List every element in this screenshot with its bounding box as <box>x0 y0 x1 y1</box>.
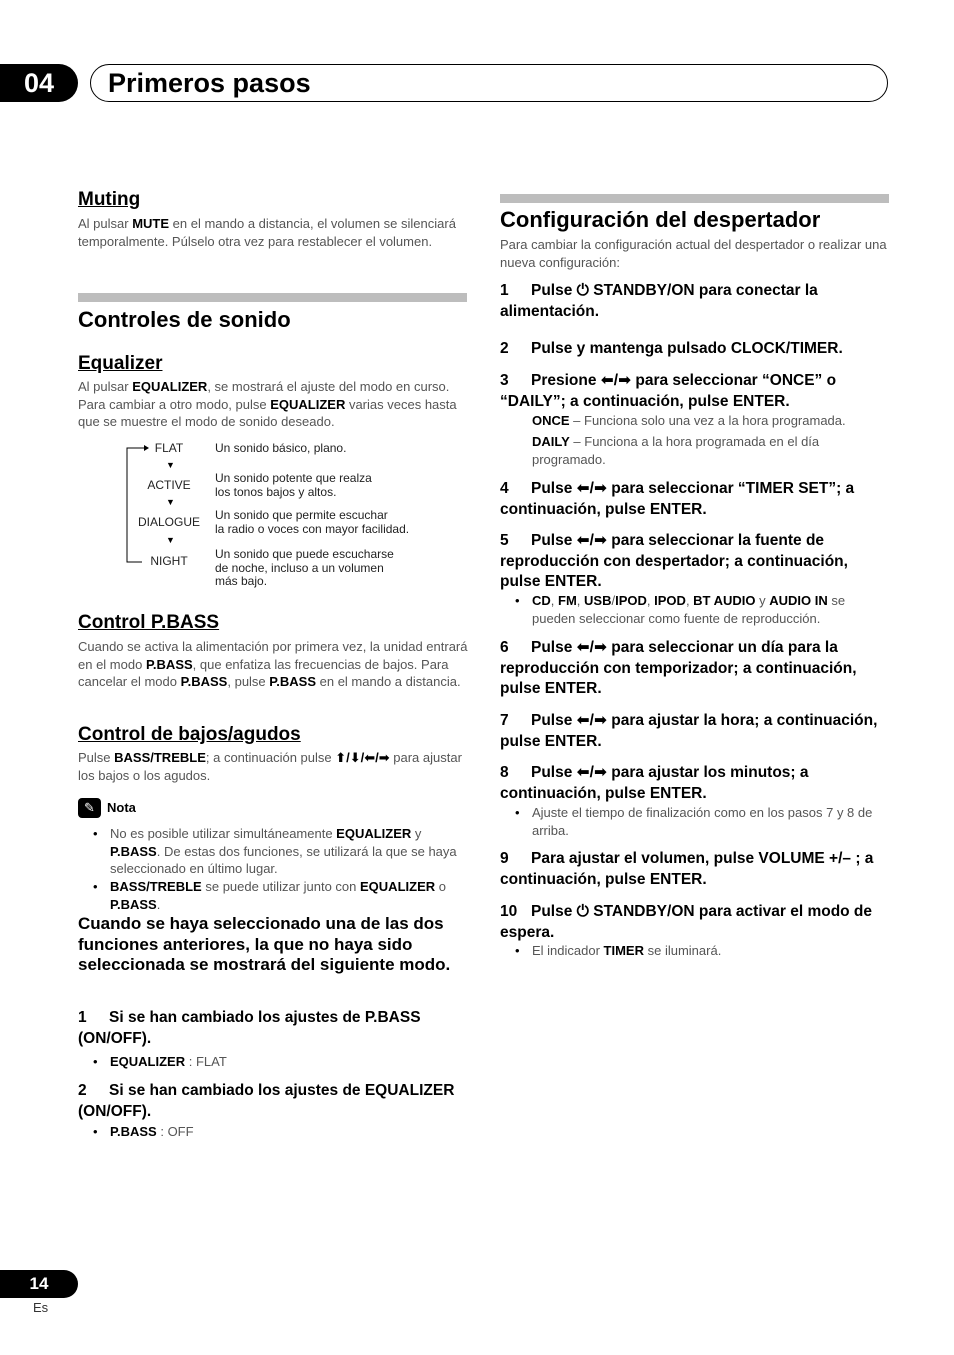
right-step-2: 2 Pulse y mantenga pulsado CLOCK/TIMER. <box>500 340 843 357</box>
arrow-keys-icon: ⬆/⬇/⬅/➡ <box>335 750 390 765</box>
right-step-10-bullet: • El indicador TIMER se iluminará. <box>532 942 888 960</box>
pbass-heading: Control P.BASS <box>78 612 220 633</box>
bass-treble-text: Pulse BASS/TREBLE; a continuación pulse ⬆/⬇/⬅/➡ para ajustar los bajos o los agudos. <box>78 750 462 783</box>
right-step-4: 4 Pulse ⬅/➡ para seleccionar “TIMER SET”; a continuación, pulse ENTER. <box>500 480 855 518</box>
note-bullet: • BASS/TREBLE se puede utilizar junto con EQUALIZER o P.BASS. <box>110 878 468 913</box>
right-step-5-bullet: • CD, FM, USB/IPOD, IPOD, BT AUDIO y AUDIO IN se pueden seleccionar como fuente de reproducción. <box>532 592 888 627</box>
eq-mode-desc: Un sonido que puede escucharse de noche, incluso a un volumen más bajo. <box>215 547 394 588</box>
eq-mode-desc: Un sonido potente que realza los tonos bajos y altos. <box>215 471 372 499</box>
right-step-6: 6 Pulse ⬅/➡ para seleccionar un día para la reproducción con temporizador; a continuación, pulse ENTER. <box>500 639 857 697</box>
power-icon: ⏻ <box>576 903 589 920</box>
section-bar <box>78 293 467 302</box>
left-right-arrows-icon: ⬅/➡ <box>576 480 607 497</box>
left-step-1: 1 Si se han cambiado los ajustes de P.BASS (ON/OFF). <box>78 1009 421 1047</box>
muting-heading: Muting <box>78 189 141 210</box>
page-language: Es <box>33 1300 49 1315</box>
eq-mode-desc: Un sonido que permite escuchar la radio o voces con mayor facilidad. <box>215 508 410 536</box>
chapter-number: 04 <box>0 64 78 102</box>
note-label: Nota <box>107 800 136 815</box>
alarm-intro: Para cambiar la configuración actual del despertador o realizar una nueva configuración: <box>500 237 887 270</box>
alarm-config-heading: Configuración del despertador <box>500 207 821 232</box>
equalizer-text: Al pulsar EQUALIZER, se mostrará el ajuste del modo en curso. Para cambiar a otro modo, pulse EQUALIZER varias veces hasta que se muestre el modo de sonido deseado. <box>78 379 457 429</box>
eq-mode-name: FLAT <box>154 441 184 455</box>
equalizer-heading: Equalizer <box>78 353 163 374</box>
right-step-10: 10 Pulse ⏻ STANDBY/ON para activar el modo de espera. <box>500 903 873 941</box>
muting-text: Al pulsar MUTE en el mando a distancia, el volumen se silenciará temporalmente. Púlselo otra vez para restablecer el volumen. <box>78 216 456 249</box>
right-step-8-bullet: • Ajuste el tiempo de finalización como en los pasos 7 y 8 de arriba. <box>532 804 888 839</box>
left-step-2: 2 Si se han cambiado los ajustes de EQUALIZER (ON/OFF). <box>78 1082 455 1120</box>
once-desc: ONCE – Funciona solo una vez a la hora programada. <box>532 413 846 428</box>
arrow-down-icon: ▼ <box>166 497 175 507</box>
eq-mode-name: DIALOGUE <box>137 515 200 529</box>
arrow-down-icon: ▼ <box>166 460 175 470</box>
sound-controls-heading: Controles de sonido <box>78 307 291 332</box>
eq-mode-desc: Un sonido básico, plano. <box>215 441 347 455</box>
arrow-down-icon: ▼ <box>166 535 175 545</box>
section-bar <box>500 194 889 203</box>
right-step-9: 9 Para ajustar el volumen, pulse VOLUME +/– ; a continuación, pulse ENTER. <box>500 850 874 888</box>
daily-desc: DAILY – Funciona a la hora programada en el día programado. <box>532 434 820 467</box>
left-right-arrows-icon: ⬅/➡ <box>576 639 607 656</box>
chapter-title: Primeros pasos <box>108 68 311 98</box>
left-step-1-bullet: • EQUALIZER : FLAT <box>110 1053 227 1071</box>
pbass-text: Cuando se activa la alimentación por primera vez, la unidad entrará en el modo P.BASS, que enfatiza las frecuencias de bajos. Para cancelar el modo P.BASS, pulse P.BASS en el mando a distancia. <box>78 639 468 689</box>
right-step-8: 8 Pulse ⬅/➡ para ajustar los minutos; a continuación, pulse ENTER. <box>500 764 809 802</box>
bass-treble-heading: Control de bajos/agudos <box>78 724 301 745</box>
note-bullet: • No es posible utilizar simultáneamente EQUALIZER y P.BASS. De estas dos funciones, se utilizará la que se haya seleccionado en último lugar. <box>110 825 468 878</box>
note-pencil-icon: ✎ <box>78 798 101 818</box>
left-right-arrows-icon: ⬅/➡ <box>576 712 607 729</box>
left-right-arrows-icon: ⬅/➡ <box>576 532 607 549</box>
right-step-1: 1 Pulse ⏻ STANDBY/ON para conectar la alimentación. <box>500 282 818 320</box>
right-step-3: 3 Presione ⬅/➡ para seleccionar “ONCE” o “DAILY”; a continuación, pulse ENTER. <box>500 372 837 410</box>
bold-paragraph: Cuando se haya seleccionado una de las dos funciones anteriores, la que no haya sido seleccionada se mostrará del siguiente modo. <box>78 914 451 974</box>
eq-mode-name: NIGHT <box>150 554 188 568</box>
left-right-arrows-icon: ⬅/➡ <box>600 372 632 389</box>
page-number: 14 <box>0 1270 78 1298</box>
right-step-7: 7 Pulse ⬅/➡ para ajustar la hora; a continuación, pulse ENTER. <box>500 712 878 750</box>
right-step-5: 5 Pulse ⬅/➡ para seleccionar la fuente de reproducción con despertador; a continuación, pulse ENTER. <box>500 532 848 590</box>
left-step-2-bullet: • P.BASS : OFF <box>110 1123 194 1141</box>
eq-mode-name: ACTIVE <box>147 478 191 492</box>
left-right-arrows-icon: ⬅/➡ <box>576 764 607 781</box>
power-icon: ⏻ <box>576 282 589 299</box>
